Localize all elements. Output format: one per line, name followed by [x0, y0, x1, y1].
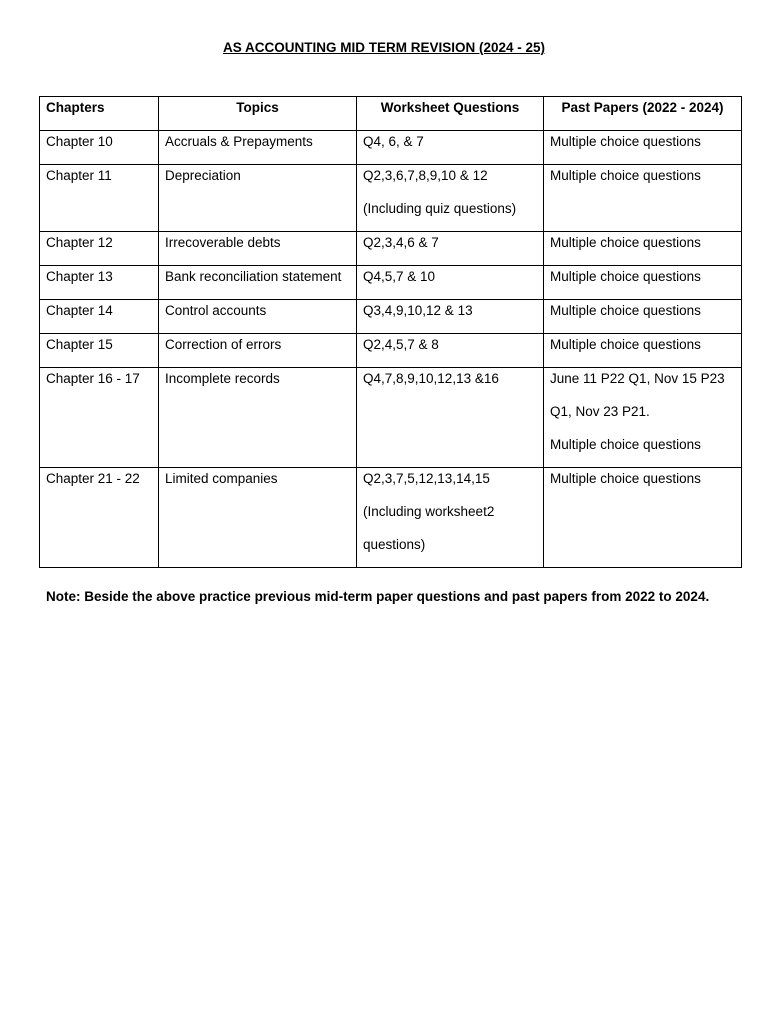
past-papers-cell: June 11 P22 Q1, Nov 15 P23 Q1, Nov 23 P21. Multiple choice questions	[544, 368, 742, 468]
worksheet-cell: Q2,4,5,7 & 8	[357, 334, 544, 368]
past-papers-cell: Multiple choice questions	[544, 165, 742, 232]
document-title: AS ACCOUNTING MID TERM REVISION (2024 - 25)	[222, 40, 546, 55]
header-worksheet-questions: Worksheet Questions	[357, 97, 544, 131]
chapter-cell: Chapter 14	[40, 300, 159, 334]
worksheet-cell: Q3,4,9,10,12 & 13	[357, 300, 544, 334]
header-past-papers: Past Papers (2022 - 2024)	[544, 97, 742, 131]
table-header-row	[40, 97, 742, 131]
topic-cell: Control accounts	[159, 300, 357, 334]
header-topics: Topics	[159, 97, 357, 131]
worksheet-cell: Q4,5,7 & 10	[357, 266, 544, 300]
table-row	[40, 368, 742, 468]
chapter-cell: Chapter 13	[40, 266, 159, 300]
table-row	[40, 131, 742, 165]
past-papers-cell: Multiple choice questions	[544, 232, 742, 266]
chapter-cell: Chapter 15	[40, 334, 159, 368]
topic-cell: Limited companies	[159, 468, 357, 568]
past-papers-cell: Multiple choice questions	[544, 131, 742, 165]
worksheet-cell: Q2,3,4,6 & 7	[357, 232, 544, 266]
worksheet-cell: Q4, 6, & 7	[357, 131, 544, 165]
chapter-cell: Chapter 11	[40, 165, 159, 232]
topic-cell: Depreciation	[159, 165, 357, 232]
topic-cell: Accruals & Prepayments	[159, 131, 357, 165]
topic-cell: Incomplete records	[159, 368, 357, 468]
chapter-cell: Chapter 21 - 22	[40, 468, 159, 568]
table-row	[40, 334, 742, 368]
topic-cell: Correction of errors	[159, 334, 357, 368]
past-papers-cell: Multiple choice questions	[544, 300, 742, 334]
chapter-cell: Chapter 16 - 17	[40, 368, 159, 468]
table-row	[40, 300, 742, 334]
revision-note: Note: Beside the above practice previous mid-term paper questions and past papers from 2022 to 2024.	[46, 589, 710, 604]
chapter-cell: Chapter 12	[40, 232, 159, 266]
worksheet-cell: Q2,3,7,5,12,13,14,15 (Including worksheet2 questions)	[357, 468, 544, 568]
table-row	[40, 165, 742, 232]
chapter-cell: Chapter 10	[40, 131, 159, 165]
worksheet-cell: Q2,3,6,7,8,9,10 & 12 (Including quiz questions)	[357, 165, 544, 232]
worksheet-cell: Q4,7,8,9,10,12,13 &16	[357, 368, 544, 468]
past-papers-cell: Multiple choice questions	[544, 266, 742, 300]
header-chapters: Chapters	[40, 97, 159, 131]
topic-cell: Bank reconciliation statement	[159, 266, 357, 300]
past-papers-cell: Multiple choice questions	[544, 334, 742, 368]
table-row	[40, 232, 742, 266]
table-row	[40, 468, 742, 568]
revision-table	[39, 96, 742, 568]
topic-cell: Irrecoverable debts	[159, 232, 357, 266]
table-row	[40, 266, 742, 300]
past-papers-cell: Multiple choice questions	[544, 468, 742, 568]
